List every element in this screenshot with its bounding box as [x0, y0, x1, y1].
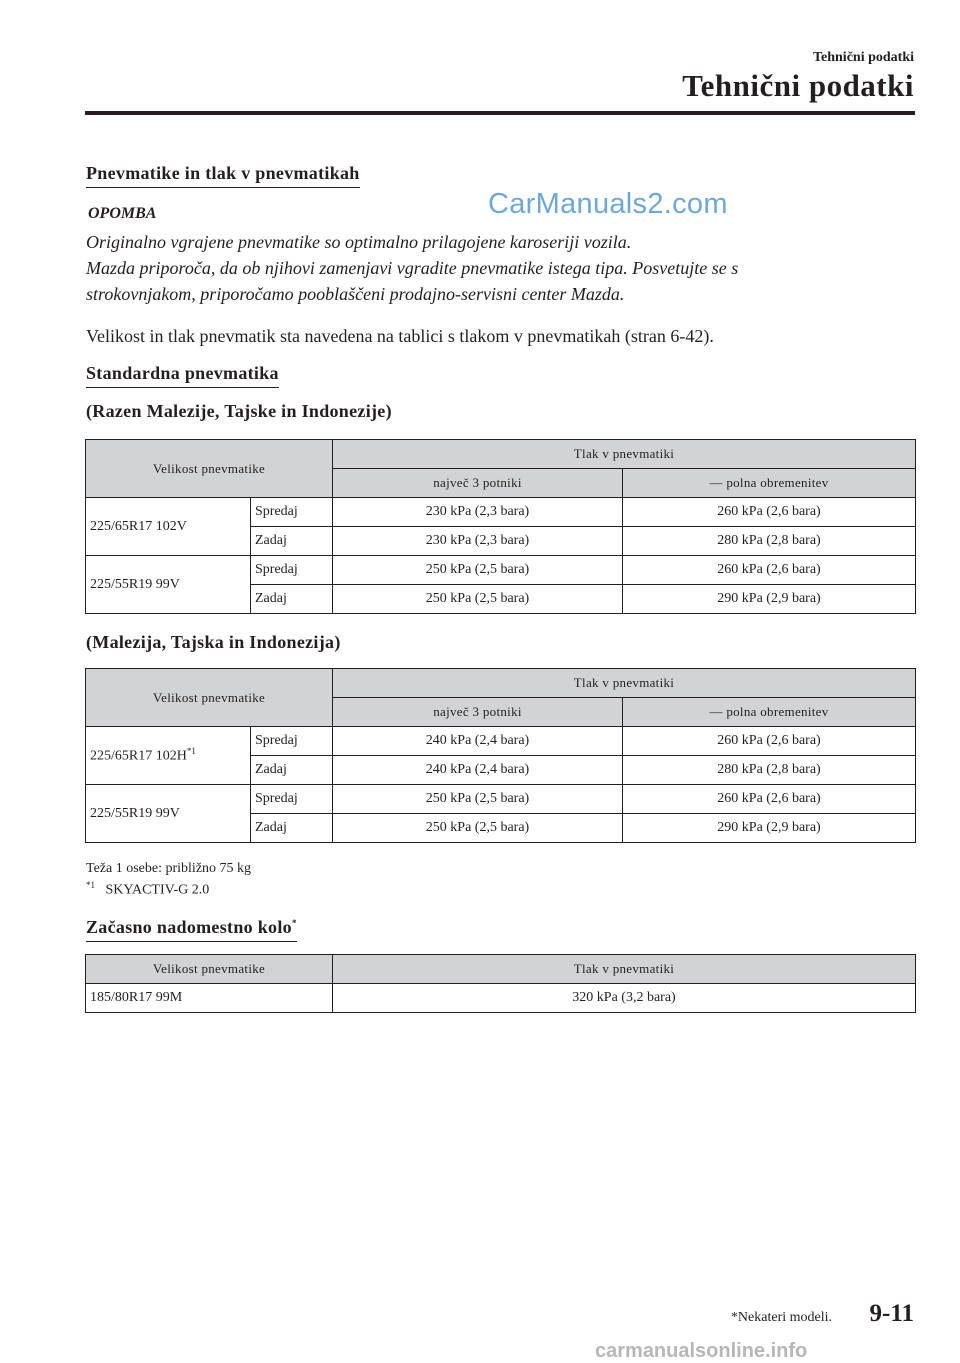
- note-title: OPOMBA: [88, 205, 157, 222]
- pressure-value: 240 kPa (2,4 bara): [333, 756, 623, 785]
- page-number: 9-11: [869, 1300, 914, 1327]
- axle-position: Spredaj: [251, 785, 333, 814]
- pressure-value: 290 kPa (2,9 bara): [623, 814, 916, 843]
- table-row: [86, 984, 916, 1013]
- pressure-value: 290 kPa (2,9 bara): [623, 585, 916, 614]
- footnote-weight: Teža 1 osebe: približno 75 kg: [86, 861, 252, 876]
- pressure-value: 280 kPa (2,8 bara): [623, 756, 916, 785]
- pressure-value: 230 kPa (2,3 bara): [333, 527, 623, 556]
- table-a-caption: (Razen Malezije, Tajske in Indonezije): [86, 401, 392, 421]
- pressure-value: 250 kPa (2,5 bara): [333, 814, 623, 843]
- footer-note: *Nekateri modeli.: [730, 1310, 832, 1325]
- spare-wheel-table: [85, 954, 916, 1013]
- note-body: [86, 229, 916, 307]
- col-header-max3: največ 3 potniki: [333, 469, 623, 498]
- section-title-standard: Standardna pnevmatika: [86, 363, 279, 388]
- note-line: Originalno vgrajene pnevmatike so optimalno prilagojene karoseriji vozila.: [86, 232, 632, 252]
- footnote-ref: *1: [186, 746, 196, 757]
- pressure-value: 240 kPa (2,4 bara): [333, 727, 623, 756]
- tyre-pressure-table-b: [85, 668, 916, 843]
- pressure-value: 260 kPa (2,6 bara): [623, 785, 916, 814]
- axle-position: Zadaj: [251, 756, 333, 785]
- col-header-full: — polna obremenitev: [623, 469, 916, 498]
- footnote-ref: *: [291, 918, 297, 928]
- pressure-value: 280 kPa (2,8 bara): [623, 527, 916, 556]
- table-row: [86, 727, 916, 756]
- note-line: strokovnjakom, priporočamo pooblaščeni prodajno-servisni center Mazda.: [86, 284, 625, 304]
- footnote-text: SKYACTIV-G 2.0: [105, 882, 210, 898]
- pressure-value: 250 kPa (2,5 bara): [333, 785, 623, 814]
- footer-watermark: carmanualsonline.info: [595, 1340, 808, 1362]
- col-header-size: Velikost pnevmatike: [86, 669, 333, 727]
- table-row: [86, 498, 916, 527]
- col-header-pressure: Tlak v pnevmatiki: [333, 669, 916, 698]
- axle-position: Zadaj: [251, 814, 333, 843]
- intro-paragraph: Velikost in tlak pnevmatik sta navedena na tablici s tlakom v pnevmatikah (stran 6-42).: [86, 326, 714, 346]
- col-header-max3: največ 3 potniki: [333, 698, 623, 727]
- pressure-value: 320 kPa (3,2 bara): [333, 984, 916, 1013]
- table-row: [86, 785, 916, 814]
- tyre-size: 225/55R19 99V: [86, 556, 251, 614]
- table-row: [86, 556, 916, 585]
- pressure-value: 260 kPa (2,6 bara): [623, 556, 916, 585]
- tyre-size: 225/65R17 102V: [86, 498, 251, 556]
- axle-position: Zadaj: [251, 527, 333, 556]
- axle-position: Spredaj: [251, 498, 333, 527]
- pressure-value: 250 kPa (2,5 bara): [333, 556, 623, 585]
- note-line: Mazda priporoča, da ob njihovi zamenjavi vgradite pnevmatike istega tipa. Posvetujte se s: [86, 258, 739, 278]
- tyre-pressure-table-a: [85, 439, 916, 614]
- tyre-size: 185/80R17 99M: [86, 984, 333, 1013]
- pressure-value: 260 kPa (2,6 bara): [623, 727, 916, 756]
- pressure-value: 260 kPa (2,6 bara): [623, 498, 916, 527]
- spare-title-text: Začasno nadomestno kolo: [86, 917, 292, 937]
- running-header: Tehnični podatki: [812, 50, 914, 65]
- col-header-pressure: Tlak v pnevmatiki: [333, 440, 916, 469]
- tyre-size: [86, 727, 251, 785]
- pressure-value: 250 kPa (2,5 bara): [333, 585, 623, 614]
- axle-position: Spredaj: [251, 556, 333, 585]
- tyre-size-text: 225/65R17 102H: [90, 748, 187, 764]
- header-divider: [85, 111, 915, 115]
- axle-position: Zadaj: [251, 585, 333, 614]
- section-title-tyres: Pnevmatike in tlak v pnevmatikah: [86, 163, 360, 188]
- tyre-size: 225/55R19 99V: [86, 785, 251, 843]
- pressure-value: 230 kPa (2,3 bara): [333, 498, 623, 527]
- col-header-size: Velikost pnevmatike: [86, 440, 333, 498]
- chapter-title: Tehnični podatki: [682, 68, 914, 103]
- section-title-spare: [86, 917, 297, 942]
- col-header-full: — polna obremenitev: [623, 698, 916, 727]
- footnote-mark: *1: [86, 880, 95, 890]
- footnote-1: [86, 880, 209, 899]
- table-b-caption: (Malezija, Tajska in Indonezija): [86, 632, 341, 652]
- col-header-size: Velikost pnevmatike: [86, 955, 333, 984]
- watermark-logo: CarManuals2.com: [488, 188, 728, 220]
- axle-position: Spredaj: [251, 727, 333, 756]
- col-header-pressure: Tlak v pnevmatiki: [333, 955, 916, 984]
